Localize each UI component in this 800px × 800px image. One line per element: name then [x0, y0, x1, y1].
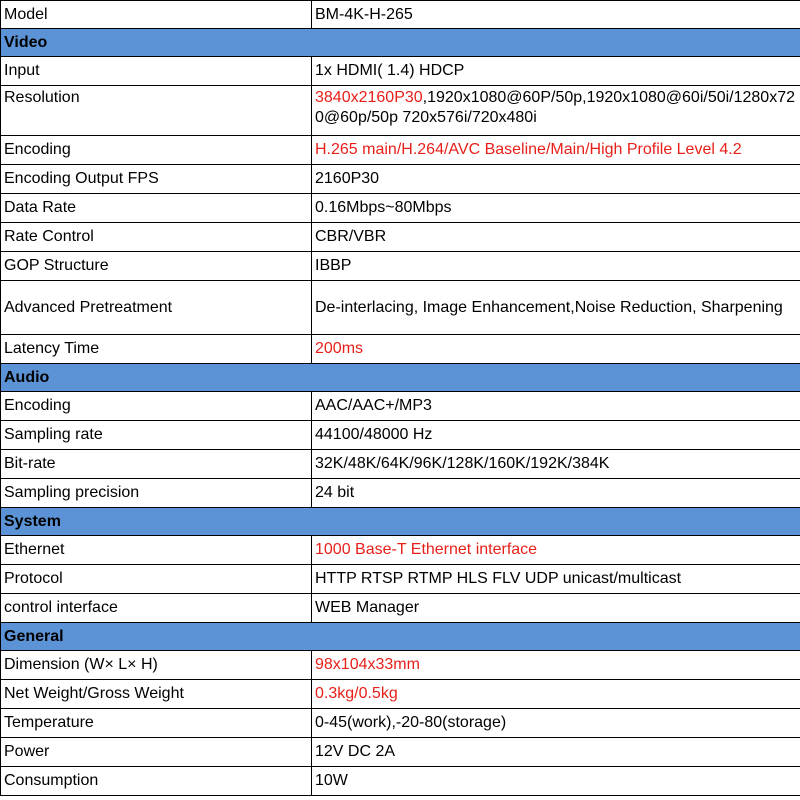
spec-label: Encoding Output FPS	[1, 165, 312, 194]
table-row	[1, 565, 800, 594]
section-header-video	[1, 29, 800, 57]
spec-value: 44100/48000 Hz	[312, 421, 800, 450]
spec-value	[312, 335, 800, 364]
table-row	[1, 536, 800, 565]
table-row	[1, 450, 800, 479]
table-row	[1, 223, 800, 252]
table-row	[1, 594, 800, 623]
table-row	[1, 57, 800, 86]
table-row	[1, 165, 800, 194]
spec-value-highlight: 0.3kg/0.5kg	[315, 685, 398, 702]
section-title: Audio	[1, 364, 800, 392]
table-row	[1, 194, 800, 223]
spec-value-highlight: 200ms	[315, 340, 364, 357]
spec-label: Latency Time	[1, 335, 312, 364]
spec-value: 24 bit	[312, 479, 800, 508]
spec-value-text: ,1920x1080@60P/50p,1920x1080@60i/50i/1280x720@60p/50p 720x576i/720x480i	[315, 89, 795, 126]
spec-value: 0.16Mbps~80Mbps	[312, 194, 800, 223]
spec-label: Net Weight/Gross Weight	[1, 680, 312, 709]
spec-value: 12V DC 2A	[312, 738, 800, 767]
spec-value: 0-45(work),-20-80(storage)	[312, 709, 800, 738]
spec-value	[312, 680, 800, 709]
model-label: Model	[1, 1, 312, 29]
spec-value: 10W	[312, 767, 800, 796]
spec-label: Resolution	[1, 86, 312, 136]
spec-value: 2160P30	[312, 165, 800, 194]
spec-label: Temperature	[1, 709, 312, 738]
spec-label: Consumption	[1, 767, 312, 796]
table-row	[1, 392, 800, 421]
spec-value: 32K/48K/64K/96K/128K/160K/192K/384K	[312, 450, 800, 479]
spec-value-highlight: 1000 Base-T Ethernet interface	[315, 541, 538, 558]
spec-value	[312, 536, 800, 565]
spec-label: Power	[1, 738, 312, 767]
table-row	[1, 651, 800, 680]
spec-value: HTTP RTSP RTMP HLS FLV UDP unicast/multicast	[312, 565, 800, 594]
section-title: System	[1, 508, 800, 536]
spec-label: Encoding	[1, 392, 312, 421]
table-row	[1, 281, 800, 335]
spec-value	[312, 651, 800, 680]
spec-value-highlight: 3840x2160P30	[315, 89, 423, 106]
spec-label: Encoding	[1, 136, 312, 165]
spec-label: Protocol	[1, 565, 312, 594]
table-row	[1, 680, 800, 709]
spec-value	[312, 136, 800, 165]
table-row	[1, 709, 800, 738]
table-row	[1, 252, 800, 281]
spec-value	[312, 86, 800, 136]
spec-value: AAC/AAC+/MP3	[312, 392, 800, 421]
spec-label: GOP Structure	[1, 252, 312, 281]
section-header-system	[1, 508, 800, 536]
section-title: General	[1, 623, 800, 651]
section-header-audio	[1, 364, 800, 392]
spec-value: CBR/VBR	[312, 223, 800, 252]
section-title: Video	[1, 29, 800, 57]
model-row	[1, 1, 800, 29]
spec-label: Advanced Pretreatment	[1, 281, 312, 335]
spec-value-highlight: H.265 main/H.264/AVC Baseline/Main/High Profile Level 4.2	[315, 141, 742, 158]
section-header-general	[1, 623, 800, 651]
spec-label: Data Rate	[1, 194, 312, 223]
table-row	[1, 479, 800, 508]
spec-label: Rate Control	[1, 223, 312, 252]
table-row	[1, 136, 800, 165]
table-row	[1, 335, 800, 364]
spec-label: Bit-rate	[1, 450, 312, 479]
spec-value-highlight: 98x104x33mm	[315, 656, 420, 673]
spec-value: 1x HDMI( 1.4) HDCP	[312, 57, 800, 86]
spec-label: control interface	[1, 594, 312, 623]
table-row	[1, 767, 800, 796]
table-row	[1, 738, 800, 767]
table-row	[1, 421, 800, 450]
spec-label: Sampling rate	[1, 421, 312, 450]
table-row	[1, 86, 800, 136]
model-value: BM-4K-H-265	[312, 1, 800, 29]
spec-value: WEB Manager	[312, 594, 800, 623]
spec-label: Sampling precision	[1, 479, 312, 508]
spec-label: Ethernet	[1, 536, 312, 565]
spec-value: IBBP	[312, 252, 800, 281]
spec-value: De-interlacing, Image Enhancement,Noise Reduction, Sharpening	[312, 281, 800, 335]
spec-label: Dimension (W× L× H)	[1, 651, 312, 680]
spec-label: Input	[1, 57, 312, 86]
